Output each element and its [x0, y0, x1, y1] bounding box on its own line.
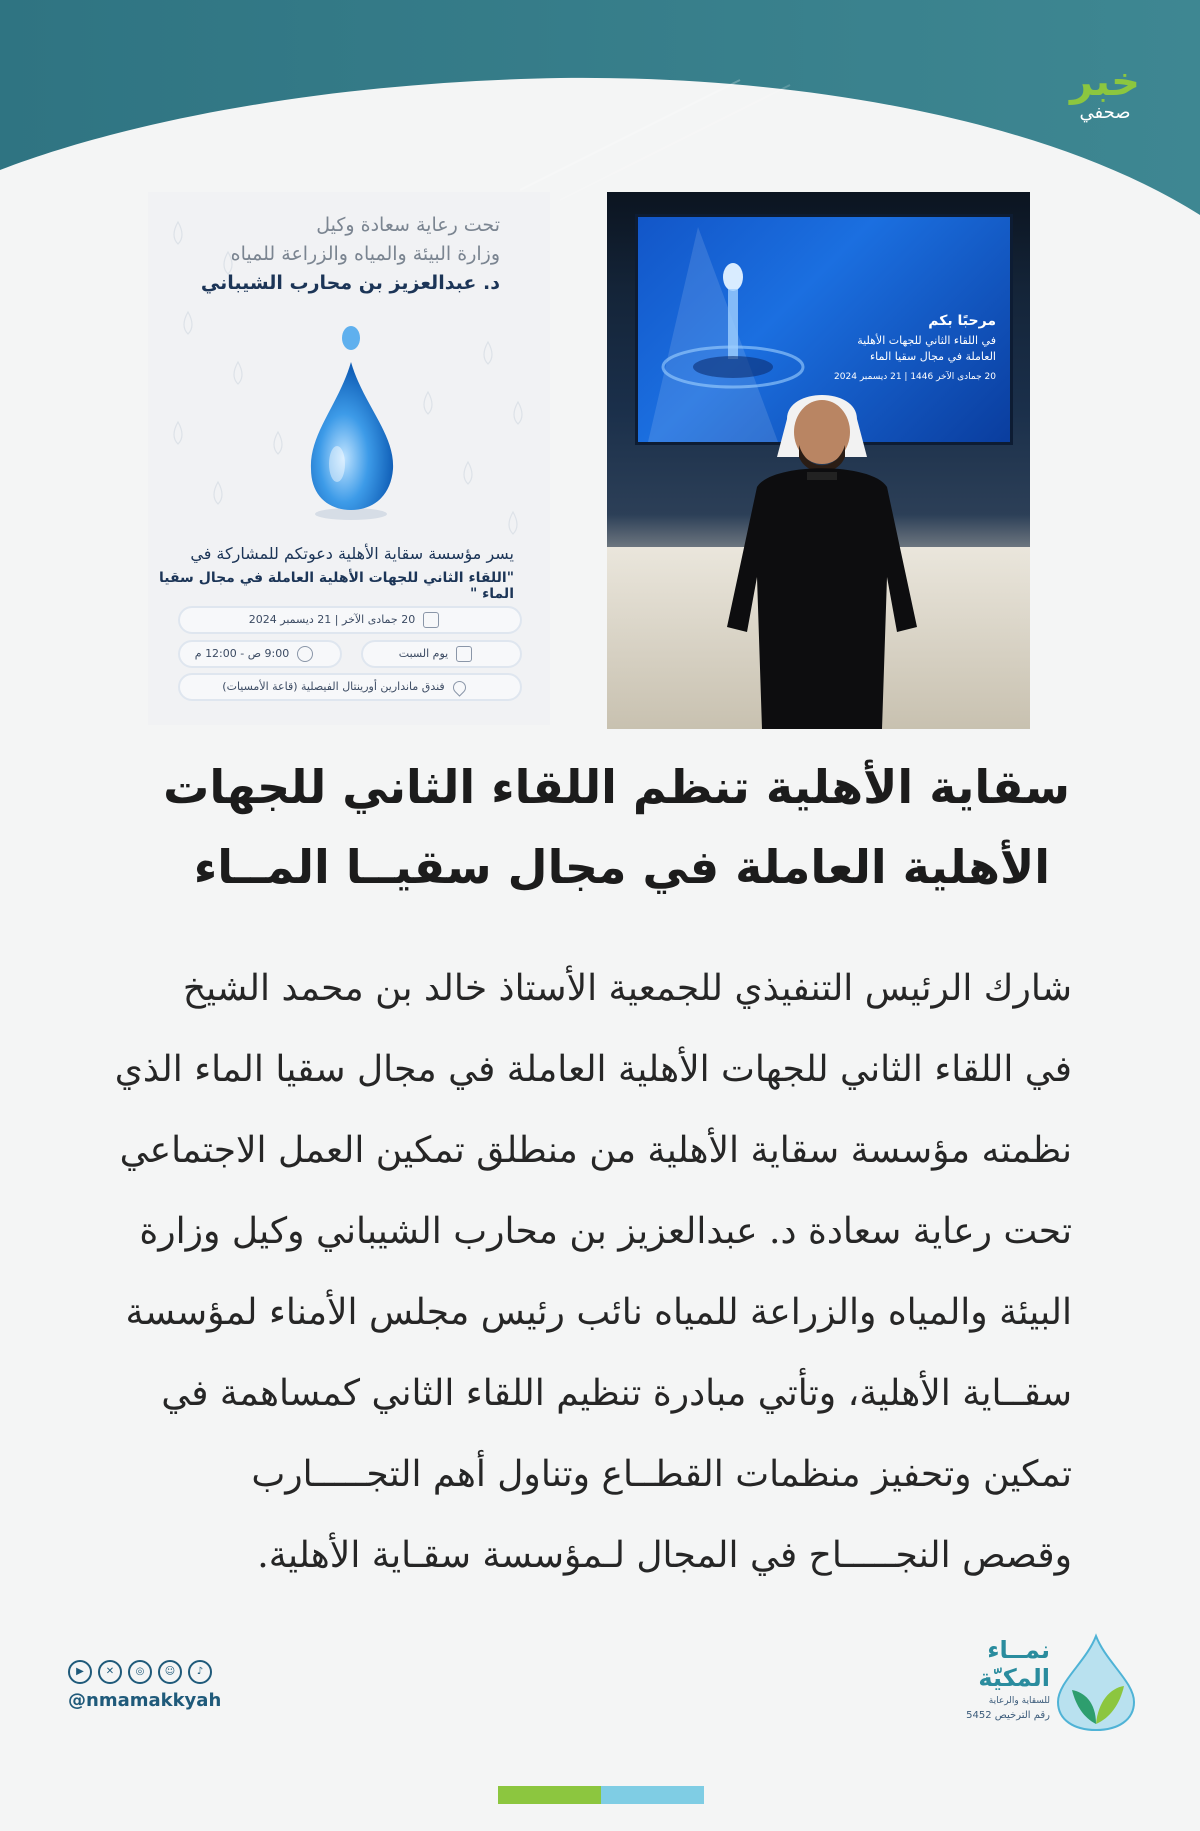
person-figure	[717, 377, 927, 729]
event-day-pill	[361, 640, 522, 668]
social-handle[interactable]: @nmamakkyah	[68, 1690, 222, 1711]
location-pin-icon	[450, 678, 468, 696]
invitation-ministry-line: وزارة البيئة والمياه والزراعة للمياه	[230, 243, 500, 265]
footer-bar-blue	[601, 1786, 704, 1804]
invitation-event-name: "اللقاء الثاني للجهات الأهلية العاملة في مجال سقيا الماء "	[159, 570, 514, 602]
footer-bar-green	[498, 1786, 601, 1804]
headline-line-2: الأهلية العاملة في مجال سقيــا المــاء	[193, 840, 1050, 894]
footer-color-bar	[498, 1786, 704, 1804]
org-license: رقم الترخيص 5452	[966, 1710, 1050, 1721]
snapchat-icon[interactable]: ☺	[158, 1660, 182, 1684]
org-subtitle: للسقاية والرعاية	[988, 1696, 1050, 1706]
body-line: وقصص النجـــــاح في المجال لـمؤسسة سقـاية الأهلية.	[257, 1535, 1072, 1576]
brand-sub-text: صحفي	[1079, 102, 1131, 123]
organization-logo	[918, 1628, 1138, 1738]
social-icons	[68, 1660, 248, 1684]
invitation-card	[148, 192, 550, 725]
tiktok-icon[interactable]: ♪	[188, 1660, 212, 1684]
calendar-icon	[423, 612, 439, 628]
body-line: تمكين وتحفيز منظمات القطــاع وتناول أهم التجـــــارب	[251, 1454, 1072, 1495]
screen-welcome: مرحبًا بكم	[928, 313, 996, 329]
body-line: البيئة والمياه والزراعة للمياه نائب رئيس مجلس الأمناء لمؤسسة	[125, 1292, 1072, 1333]
event-venue: فندق ماندارين أورينتال الفيصلية (قاعة الأمسيات)	[222, 680, 445, 693]
instagram-icon[interactable]: ◎	[128, 1660, 152, 1684]
body-line: في اللقاء الثاني للجهات الأهلية العاملة في مجال سقيا الماء الذي	[114, 1049, 1072, 1090]
body-line: تحت رعاية سعادة د. عبدالعزيز بن محارب الشيباني وكيل وزارة	[139, 1211, 1072, 1252]
invitation-patron-name: د. عبدالعزيز بن محارب الشيباني	[200, 272, 500, 294]
body-line: نظمته مؤسسة سقاية الأهلية من منطلق تمكين العمل الاجتماعي	[119, 1130, 1072, 1171]
event-date: 20 جمادى الآخر | 21 ديسمبر 2024	[248, 613, 416, 626]
event-time: 9:00 ص - 12:00 م	[194, 647, 290, 660]
youtube-icon[interactable]: ▶	[68, 1660, 92, 1684]
screen-line-1: في اللقاء الثاني للجهات الأهلية	[857, 334, 996, 347]
org-name-line-1: نمــاء	[987, 1636, 1050, 1664]
x-icon[interactable]: ✕	[98, 1660, 122, 1684]
event-date-pill	[178, 606, 522, 634]
screen-date: 20 جمادى الآخر 1446 | 21 ديسمبر 2024	[834, 372, 996, 382]
social-block	[68, 1660, 248, 1730]
org-name-line-2: المكيّة	[978, 1664, 1050, 1692]
clock-icon	[297, 646, 313, 662]
brand-main-text: خبر	[1069, 59, 1141, 105]
water-drop-icon	[303, 324, 403, 524]
event-day: يوم السبت	[398, 647, 449, 660]
event-photo	[607, 192, 1030, 729]
org-drop-icon	[1054, 1632, 1138, 1732]
event-time-pill	[178, 640, 342, 668]
calendar-icon	[456, 646, 472, 662]
event-venue-pill	[178, 673, 522, 701]
brand-logo	[1040, 60, 1170, 135]
headline-line-1: سقاية الأهلية تنظم اللقاء الثاني للجهات	[163, 760, 1070, 814]
invitation-message: يسر مؤسسة سقاية الأهلية دعوتكم للمشاركة في	[190, 544, 514, 563]
invitation-patron-line: تحت رعاية سعادة وكيل	[316, 214, 500, 236]
screen-line-2: العاملة في مجال سقيا الماء	[870, 350, 996, 363]
body-line: سقــاية الأهلية، وتأتي مبادرة تنظيم اللقاء الثاني كمساهمة في	[161, 1373, 1072, 1414]
body-line: شارك الرئيس التنفيذي للجمعية الأستاذ خالد بن محمد الشيخ	[182, 968, 1072, 1009]
